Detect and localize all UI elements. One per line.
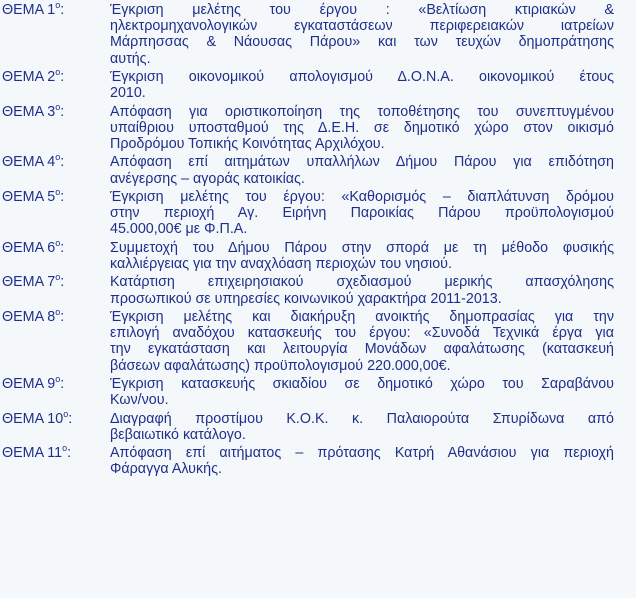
label-colon: : <box>60 154 65 171</box>
agenda-item <box>0 445 636 477</box>
text-line: Φάραγγα Αλυκής. <box>110 461 222 478</box>
text-line: αυτής. <box>110 50 151 67</box>
item-label <box>0 154 110 170</box>
label-colon: : <box>68 410 73 427</box>
text-line: Διαγραφή προστίμου Κ.Ο.Κ. κ. Παλαιορούτα Σπυρίδωνα από <box>110 410 614 427</box>
text-line: Απόφαση επί αιτήματος – πρότασης Κατρή Αθανάσιου για περιοχή <box>110 445 614 462</box>
item-number: ΘΕΜΑ 4 <box>2 154 56 171</box>
item-number: ΘΕΜΑ 1 <box>2 2 56 18</box>
agenda-item <box>0 154 636 186</box>
label-colon: : <box>60 274 65 291</box>
ordinal-mark: ο <box>62 443 68 454</box>
item-number: ΘΕΜΑ 8 <box>2 308 56 325</box>
item-text <box>110 189 636 238</box>
item-text <box>110 2 636 67</box>
text-line: Απόφαση επί αιτημάτων υπαλλήλων Δήμου Πάρου για επιδότηση <box>110 154 614 171</box>
agenda-item <box>0 186 636 238</box>
item-number: ΘΕΜΑ 7 <box>2 274 56 291</box>
text-line: βεβαιωτικό κατάλογο. <box>110 426 246 443</box>
ordinal-mark: ο <box>55 0 61 10</box>
text-line: Έγκριση κατασκευής σκιαδίου σε δημοτικό χώρο του Σαραβάνου <box>110 375 614 392</box>
item-text <box>110 154 636 186</box>
item-number: ΘΕΜΑ 5 <box>2 188 56 205</box>
text-line: προσωπικού σε υπηρεσίες κοινωνικού χαρακτήρα 2011-2013. <box>110 290 502 307</box>
item-label <box>0 274 110 290</box>
ordinal-mark: ο <box>55 373 61 384</box>
item-text <box>110 376 636 408</box>
agenda-item <box>0 373 636 409</box>
text-line: Έγκριση οικονομικού απολογισμού Δ.Ο.Ν.Α. οικονομικού έτους <box>110 69 614 85</box>
item-text <box>110 274 636 306</box>
item-number: ΘΕΜΑ 9 <box>2 375 56 392</box>
agenda-item <box>0 2 636 67</box>
ordinal-mark: ο <box>55 272 61 283</box>
text-line: Έγκριση μελέτης και διακήρυξη ανοικτής δημοπρασίας για την <box>110 308 614 325</box>
text-line: ανέγερσης – αγοράς κατοικίας. <box>110 170 305 187</box>
agenda-item <box>0 237 636 272</box>
ordinal-mark: ο <box>55 67 61 77</box>
agenda-item <box>0 101 636 153</box>
agenda-item <box>0 408 636 443</box>
label-colon: : <box>60 103 65 120</box>
text-line: Προδρόμου Τοπικής Κοινότητας Αρχιλόχου. <box>110 136 385 152</box>
text-line: Μάρπησσας & Νάουσας Πάρου» και των τευχών δημοπράτησης <box>110 34 614 51</box>
text-line: ηλεκτρομηχανολογικών εγκαταστάσεων περιφερειακών ιατρείων <box>110 18 614 35</box>
ordinal-mark: ο <box>55 101 61 112</box>
agenda-item <box>0 274 636 306</box>
ordinal-mark: ο <box>55 152 61 163</box>
text-line: στην περιοχή Αγ. Ειρήνη Παροικίας Πάρου προϋπολογισμού <box>110 205 614 222</box>
text-line: Κατάρτιση επιχειρησιακού σχεδιασμού μερικής απασχόλησης <box>110 274 614 291</box>
item-label <box>0 2 110 18</box>
item-text <box>110 69 636 101</box>
item-number: ΘΕΜΑ 3 <box>2 103 56 120</box>
item-number: ΘΕΜΑ 11 <box>2 445 63 462</box>
item-text <box>110 411 636 443</box>
item-text <box>110 240 636 272</box>
item-label <box>0 306 110 325</box>
text-line: βάσεων αφαλάτωσης) προϋπολογισμού 220.000,00€. <box>110 357 451 374</box>
item-number: ΘΕΜΑ 2 <box>2 69 56 85</box>
text-line: Έγκριση μελέτης του έργου : «Βελτίωση κτιριακών & <box>110 2 614 18</box>
item-label <box>0 186 110 205</box>
item-text <box>110 445 636 477</box>
text-line: υπαίθριου υποσταθμού της Δ.Ε.Η. σε δημοτικό χώρο στον οικισμό <box>110 119 614 136</box>
ordinal-mark: ο <box>55 306 61 317</box>
label-colon: : <box>60 239 65 256</box>
label-colon: : <box>60 188 65 205</box>
text-line: 45.000,00€ με Φ.Π.Α. <box>110 221 248 238</box>
item-label <box>0 69 110 85</box>
label-colon: : <box>60 2 65 18</box>
ordinal-mark: ο <box>55 237 61 248</box>
text-line: Απόφαση για οριστικοποίηση της τοποθέτησης του συνεπτυγμένου <box>110 103 614 120</box>
label-colon: : <box>60 375 65 392</box>
item-label <box>0 237 110 256</box>
label-colon: : <box>60 308 65 325</box>
text-line: καλλιέργειας για την αναχλόαση περιοχών του νησιού. <box>110 255 452 272</box>
item-label <box>0 408 110 427</box>
text-line: την εγκατάσταση και λειτουργία Μονάδων αφαλάτωσης (κατασκευή <box>110 341 614 358</box>
item-number: ΘΕΜΑ 10 <box>2 410 64 427</box>
text-line: Έγκριση μελέτης του έργου: «Καθορισμός – διαπλάτυνση δρόμου <box>110 188 614 205</box>
text-line: επιλογή αναδόχου κατασκευής του έργου: «Συνοδά Τεχνικά έργα για <box>110 325 614 342</box>
agenda-item <box>0 69 636 101</box>
item-label <box>0 101 110 120</box>
ordinal-mark: ο <box>55 186 61 197</box>
text-line: Κων/νου. <box>110 392 169 409</box>
text-line: 2010. <box>110 85 146 102</box>
item-text <box>110 104 636 153</box>
agenda-item <box>0 306 636 374</box>
label-colon: : <box>60 69 65 85</box>
label-colon: : <box>67 445 72 462</box>
item-label <box>0 373 110 392</box>
text-line: Συμμετοχή του Δήμου Πάρου στην σπορά με τη μέθοδο φυσικής <box>110 239 614 256</box>
item-label <box>0 445 110 461</box>
item-number: ΘΕΜΑ 6 <box>2 239 56 256</box>
ordinal-mark: ο <box>63 408 69 419</box>
item-text <box>110 309 636 374</box>
